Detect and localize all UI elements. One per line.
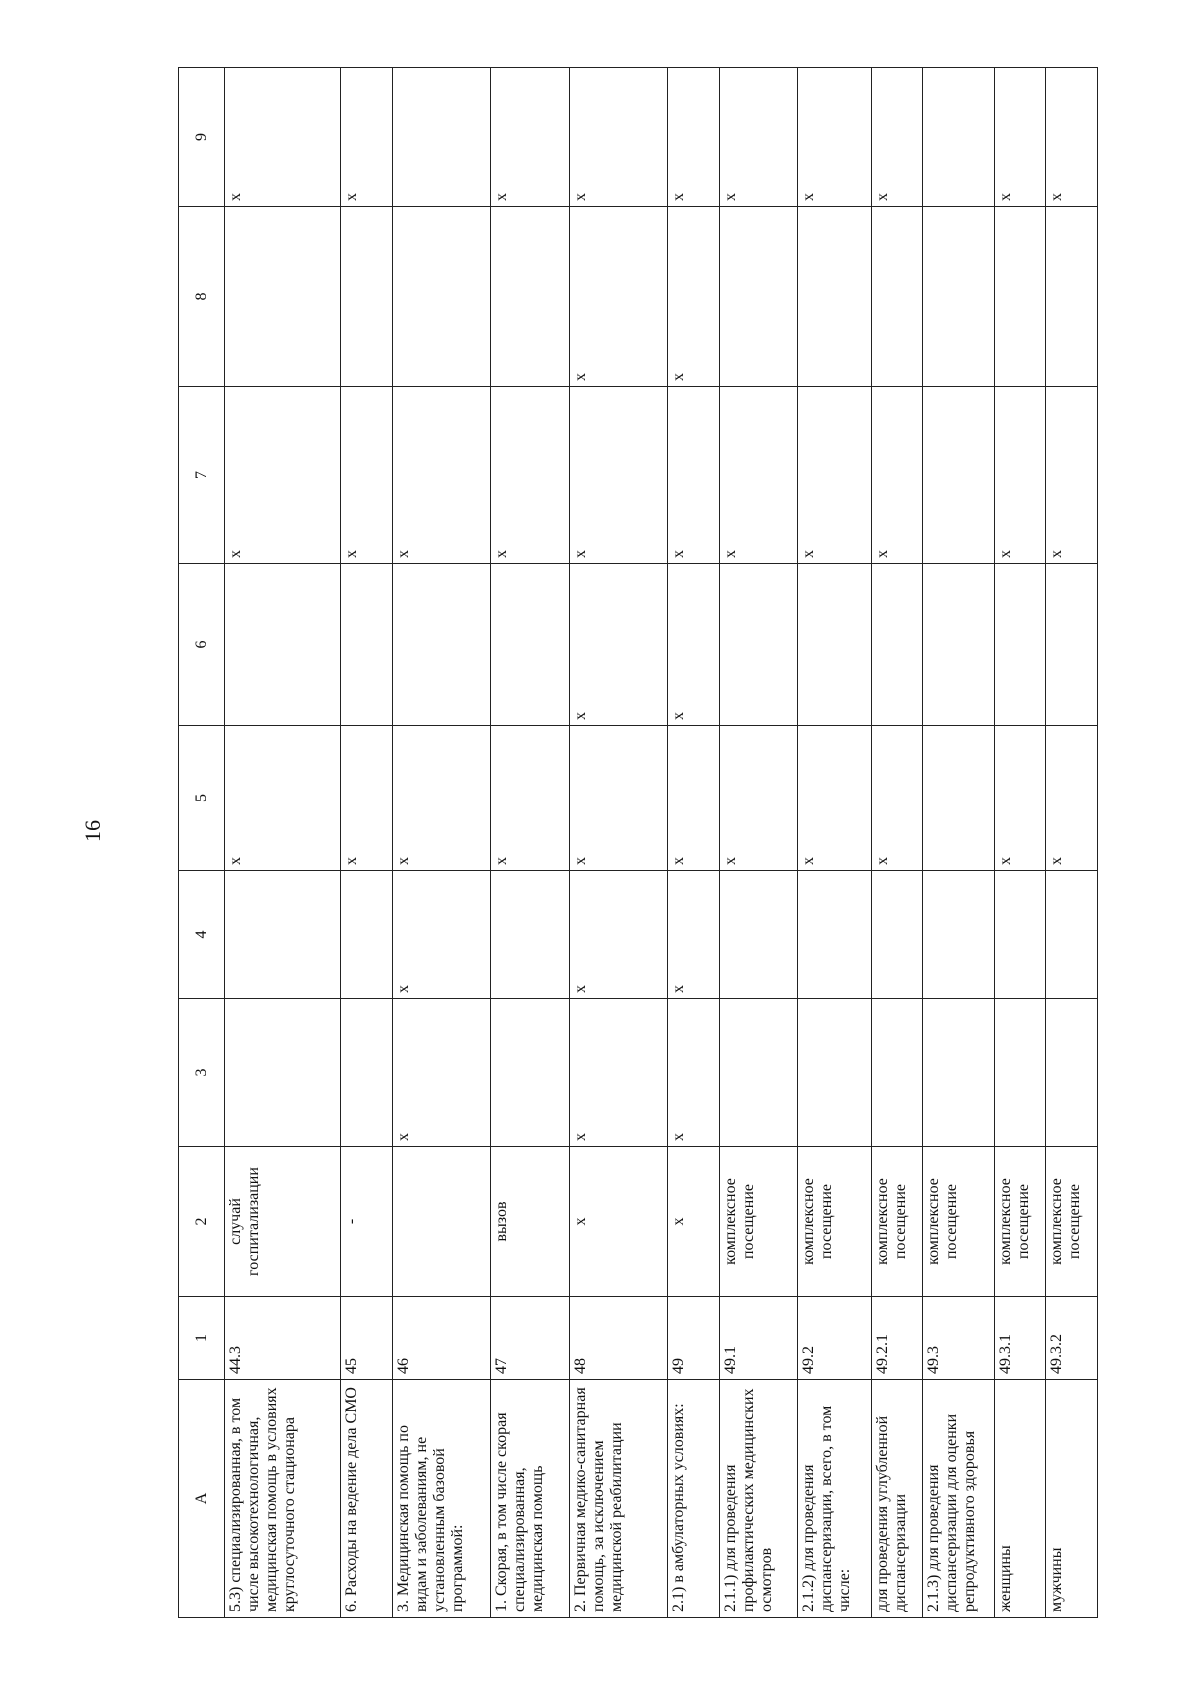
row-label-cell: 5.3) специализированная, в том числе высокотехнологичная, медицинская помощь в условиях круглосуточного стационара [225, 1380, 341, 1618]
row-label-cell: 2.1.1) для проведения профилактических медицинских осмотров [719, 1380, 797, 1618]
table-cell [225, 564, 341, 726]
table-cell: х [668, 1147, 719, 1297]
table-cell: х [392, 999, 490, 1147]
table-cell: 49.2.1 [871, 1297, 922, 1380]
column-header: 6 [179, 564, 225, 726]
table-cell: 47 [491, 1297, 569, 1380]
table-cell: х [225, 68, 341, 207]
column-header: 4 [179, 871, 225, 999]
table-cell: х [994, 726, 1045, 871]
row-label-cell: для проведения углубленной диспансеризации [871, 1380, 922, 1618]
table-cell: комплексное посещение [871, 1147, 922, 1297]
table-cell: 49.3.1 [994, 1297, 1045, 1380]
table-cell [923, 207, 995, 387]
table-row [871, 68, 922, 1618]
table-cell: х [569, 871, 667, 999]
table-cell [798, 564, 872, 726]
table-cell [994, 207, 1045, 387]
table-cell [341, 207, 392, 387]
table-cell: случай госпитализации [225, 1147, 341, 1297]
table-cell: х [569, 999, 667, 1147]
table-cell [798, 999, 872, 1147]
table-cell: х [871, 387, 922, 564]
table-cell: х [569, 726, 667, 871]
table-cell [719, 871, 797, 999]
table-cell: х [668, 207, 719, 387]
table-row [225, 68, 341, 1618]
table-cell [923, 387, 995, 564]
table-cell: х [668, 726, 719, 871]
table-cell [1046, 999, 1098, 1147]
table-cell [392, 68, 490, 207]
row-label-cell: 1. Скорая, в том числе скорая специализированная, медицинская помощь [491, 1380, 569, 1618]
table-cell: 45 [341, 1297, 392, 1380]
table-cell: х [392, 726, 490, 871]
row-label-cell: 2. Первичная медико-санитарная помощь, за исключением медицинской реабилитации [569, 1380, 667, 1618]
rotated-table-container [178, 68, 1098, 1618]
table-cell [491, 207, 569, 387]
column-header: 3 [179, 999, 225, 1147]
table-cell [1046, 207, 1098, 387]
table-row [341, 68, 392, 1618]
table-cell: х [491, 387, 569, 564]
row-label-cell: 2.1) в амбулаторных условиях: [668, 1380, 719, 1618]
table-cell: х [225, 387, 341, 564]
table-cell [392, 207, 490, 387]
row-label-cell: 2.1.2) для проведения диспансеризации, всего, в том числе: [798, 1380, 872, 1618]
row-label-cell: 6. Расходы на ведение дела СМО [341, 1380, 392, 1618]
table-cell [392, 1147, 490, 1297]
table-cell: х [341, 68, 392, 207]
table-cell: х [668, 387, 719, 564]
page-number: 16 [80, 820, 105, 842]
table-cell: х [569, 207, 667, 387]
table-cell: комплексное посещение [994, 1147, 1045, 1297]
table-cell: х [798, 387, 872, 564]
table-cell [923, 68, 995, 207]
table-cell: 44.3 [225, 1297, 341, 1380]
table-cell: 46 [392, 1297, 490, 1380]
table-cell: 49.2 [798, 1297, 872, 1380]
table-cell [491, 999, 569, 1147]
column-header: 2 [179, 1147, 225, 1297]
table-cell [341, 999, 392, 1147]
table-cell [225, 207, 341, 387]
table-cell [341, 871, 392, 999]
table-cell: комплексное посещение [798, 1147, 872, 1297]
table-cell: 48 [569, 1297, 667, 1380]
table-cell [225, 999, 341, 1147]
table-cell: х [569, 68, 667, 207]
column-header: 5 [179, 726, 225, 871]
table-cell: х [994, 68, 1045, 207]
table-row [798, 68, 872, 1618]
table-cell [923, 726, 995, 871]
table-cell: комплексное посещение [923, 1147, 995, 1297]
table-cell: х [719, 726, 797, 871]
column-header: 9 [179, 68, 225, 207]
table-cell: х [1046, 387, 1098, 564]
column-header: 8 [179, 207, 225, 387]
table-cell: х [994, 387, 1045, 564]
column-header: 7 [179, 387, 225, 564]
table-cell: 49.1 [719, 1297, 797, 1380]
row-label-cell: женщины [994, 1380, 1045, 1618]
table-row [719, 68, 797, 1618]
column-header: А [179, 1380, 225, 1618]
table-cell [225, 871, 341, 999]
table-cell [994, 999, 1045, 1147]
table-cell [719, 564, 797, 726]
table-row [569, 68, 667, 1618]
table-cell: х [668, 871, 719, 999]
table-cell: вызов [491, 1147, 569, 1297]
table-row [1046, 68, 1098, 1618]
table-cell [491, 871, 569, 999]
table-cell [923, 999, 995, 1147]
table-cell: х [225, 726, 341, 871]
table-cell: х [341, 387, 392, 564]
header-row [179, 68, 225, 1618]
row-label-cell: 2.1.3) для проведения диспансеризации для оценки репродуктивного здоровья [923, 1380, 995, 1618]
table-cell [994, 564, 1045, 726]
row-label-cell: 3. Медицинская помощь по видам и заболеваниям, не установленным базовой программой: [392, 1380, 490, 1618]
table-cell: х [668, 564, 719, 726]
table-cell: х [569, 387, 667, 564]
table-cell: х [392, 387, 490, 564]
table-cell: х [392, 871, 490, 999]
table-cell: х [798, 726, 872, 871]
table-cell [719, 207, 797, 387]
table-cell [923, 871, 995, 999]
table-cell: х [491, 68, 569, 207]
table-cell [392, 564, 490, 726]
table-cell [798, 871, 872, 999]
table-cell [994, 871, 1045, 999]
table-cell: комплексное посещение [719, 1147, 797, 1297]
table-cell: х [569, 564, 667, 726]
table-cell: 49.3 [923, 1297, 995, 1380]
table-cell: х [1046, 68, 1098, 207]
table-cell: х [491, 726, 569, 871]
table-cell: х [871, 726, 922, 871]
table-cell: х [871, 68, 922, 207]
table-cell: 49 [668, 1297, 719, 1380]
table-cell [871, 999, 922, 1147]
table-cell: х [719, 68, 797, 207]
table-cell: х [798, 68, 872, 207]
table-cell [1046, 871, 1098, 999]
table-row [994, 68, 1045, 1618]
table-cell: х [719, 387, 797, 564]
table-body [225, 68, 1098, 1618]
table-cell: х [1046, 726, 1098, 871]
table-cell: х [341, 726, 392, 871]
table-cell: х [668, 999, 719, 1147]
table-cell [871, 207, 922, 387]
table-cell: х [668, 68, 719, 207]
table-row [668, 68, 719, 1618]
column-header: 1 [179, 1297, 225, 1380]
data-table [178, 67, 1098, 1618]
row-label-cell: мужчины [1046, 1380, 1098, 1618]
table-row [392, 68, 490, 1618]
table-cell [491, 564, 569, 726]
table-cell [798, 207, 872, 387]
table-cell [923, 564, 995, 726]
table-cell [341, 564, 392, 726]
table-row [923, 68, 995, 1618]
table-cell: - [341, 1147, 392, 1297]
table-cell: комплексное посещение [1046, 1147, 1098, 1297]
table-cell: х [569, 1147, 667, 1297]
table-cell [871, 871, 922, 999]
table-cell: 49.3.2 [1046, 1297, 1098, 1380]
table-cell [1046, 564, 1098, 726]
table-cell [871, 564, 922, 726]
table-cell [719, 999, 797, 1147]
table-row [491, 68, 569, 1618]
